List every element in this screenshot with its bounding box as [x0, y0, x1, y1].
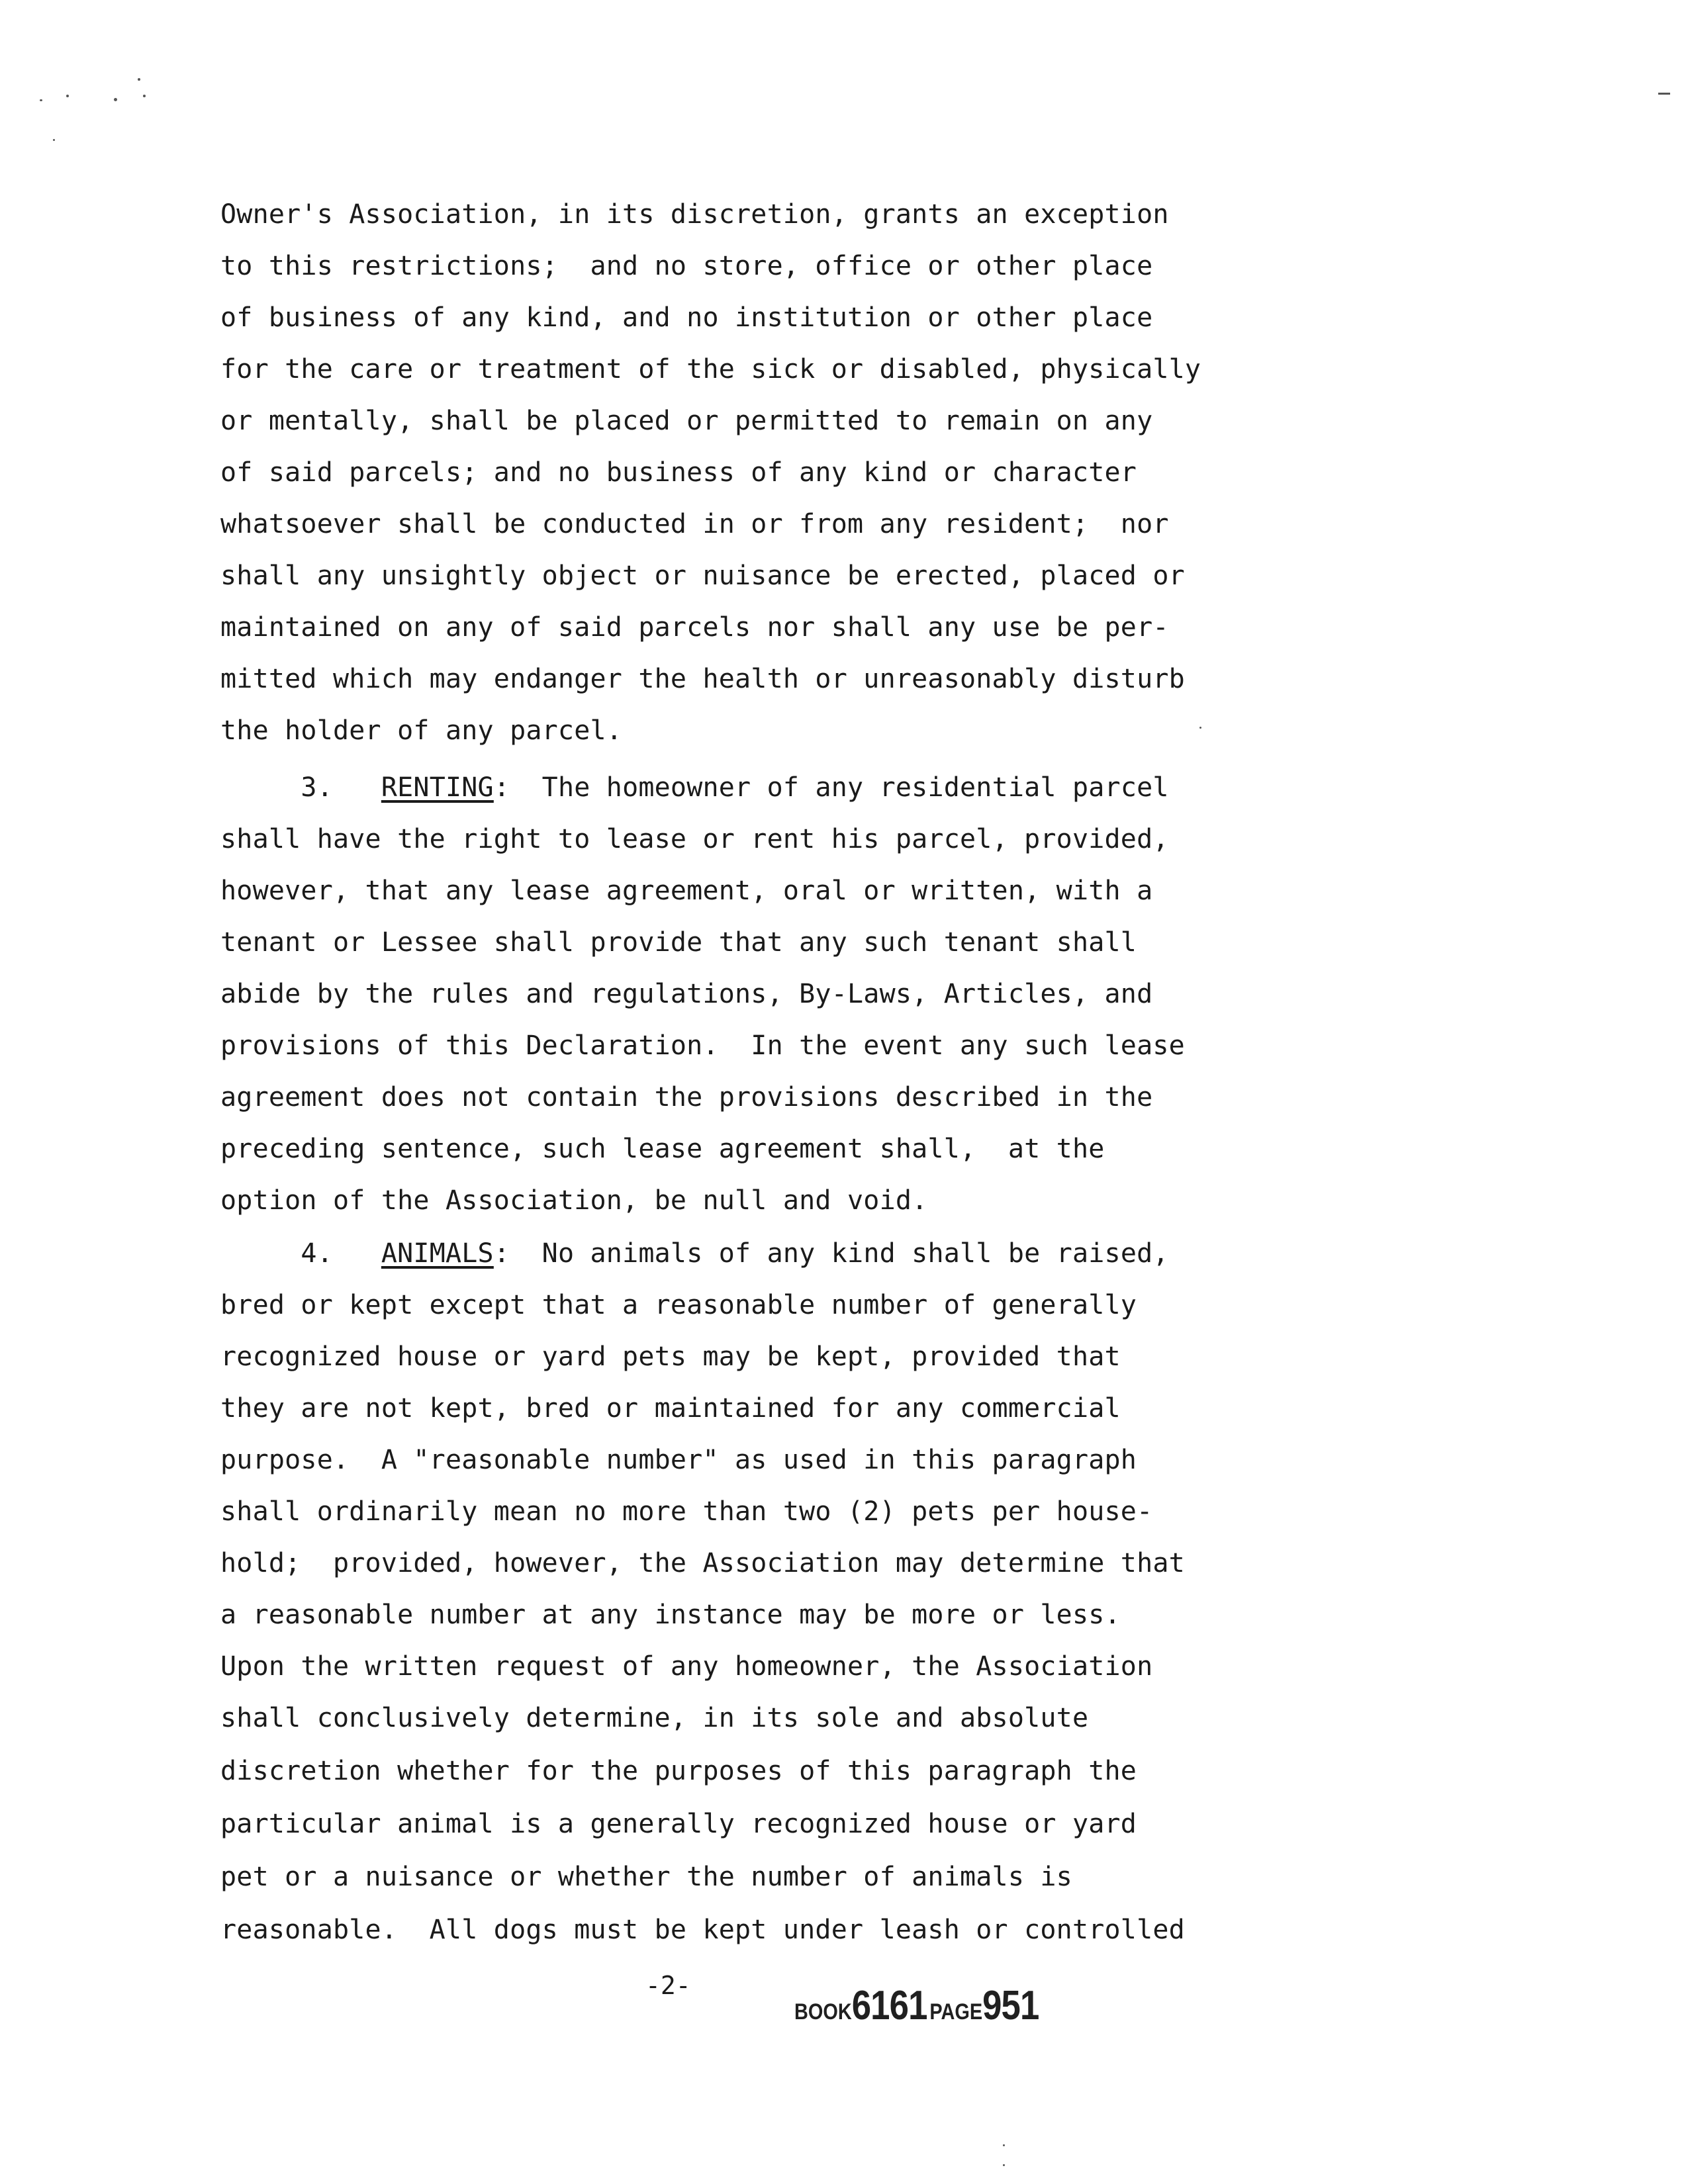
text-line-32: particular animal is a generally recognized house or yard — [220, 1809, 1137, 1839]
scan-speck — [40, 99, 42, 101]
text-line-25: purpose. A "reasonable number" as used in this paragraph — [220, 1445, 1137, 1475]
text-line-17: provisions of this Declaration. In the event any such lease — [220, 1030, 1185, 1061]
scan-speck — [1003, 2164, 1005, 2166]
stamp-book-label: BOOK — [794, 1999, 852, 2025]
section-number: 4. — [220, 1238, 333, 1269]
text-line-28: a reasonable number at any instance may be more or less. — [220, 1600, 1121, 1630]
section-number: 3. — [220, 772, 333, 803]
text-line-5: or mentally, shall be placed or permitted to remain on any — [220, 406, 1153, 436]
scan-speck — [138, 78, 140, 81]
stamp-book-number: 6161 — [851, 1983, 927, 2028]
text-line-1: Owner's Association, in its discretion, grants an exception — [220, 199, 1169, 230]
text-line-3: of business of any kind, and no institution or other place — [220, 302, 1153, 333]
text-line-10: mitted which may endanger the health or unreasonably disturb — [220, 664, 1185, 694]
text-line-6: of said parcels; and no business of any kind or character — [220, 457, 1137, 488]
renting-intro: : The homeowner of any residential parcel — [493, 772, 1169, 803]
text-line-23: recognized house or yard pets may be kept, provided that — [220, 1342, 1121, 1372]
scan-speck — [53, 139, 55, 141]
text-line-19: preceding sentence, such lease agreement shall, at the — [220, 1134, 1105, 1164]
scan-speck — [66, 95, 69, 97]
section-renting-first-line — [220, 770, 1169, 805]
text-line-24: they are not kept, bred or maintained for any commercial — [220, 1393, 1121, 1424]
text-line-29: Upon the written request of any homeowner, the Association — [220, 1651, 1153, 1682]
text-line-4: for the care or treatment of the sick or disabled, physically — [220, 354, 1201, 385]
scan-speck — [1658, 93, 1670, 95]
text-line-18: agreement does not contain the provisions described in the — [220, 1082, 1153, 1113]
text-line-8: shall any unsightly object or nuisance be erected, placed or — [220, 561, 1185, 591]
stamp-page-number: 951 — [982, 1983, 1039, 2028]
text-line-16: abide by the rules and regulations, By-Laws, Articles, and — [220, 979, 1153, 1009]
text-line-31: discretion whether for the purposes of this paragraph the — [220, 1756, 1137, 1786]
text-line-26: shall ordinarily mean no more than two (2) pets per house- — [220, 1496, 1153, 1527]
scan-speck — [1199, 727, 1201, 729]
renting-heading: RENTING — [381, 772, 494, 803]
section-animals-first-line — [220, 1236, 1169, 1271]
page-number: -2- — [645, 1971, 691, 2000]
text-line-14: however, that any lease agreement, oral or written, with a — [220, 876, 1153, 906]
text-line-27: hold; provided, however, the Association may determine that — [220, 1548, 1185, 1578]
text-line-33: pet or a nuisance or whether the number of animals is — [220, 1862, 1072, 1892]
text-line-9: maintained on any of said parcels nor shall any use be per- — [220, 612, 1169, 643]
stamp-page-label: PAGE — [929, 1999, 983, 2025]
text-line-13: shall have the right to lease or rent his parcel, provided, — [220, 824, 1169, 854]
text-line-15: tenant or Lessee shall provide that any such tenant shall — [220, 927, 1137, 958]
scan-speck — [1003, 2144, 1005, 2146]
animals-intro: : No animals of any kind shall be raised, — [493, 1238, 1169, 1269]
text-line-2: to this restrictions; and no store, office or other place — [220, 251, 1153, 281]
scan-speck — [143, 95, 146, 97]
text-line-7: whatsoever shall be conducted in or from any resident; nor — [220, 509, 1169, 539]
scan-speck — [114, 98, 117, 101]
text-line-20: option of the Association, be null and void. — [220, 1185, 928, 1216]
text-line-34: reasonable. All dogs must be kept under leash or controlled — [220, 1915, 1185, 1945]
text-line-30: shall conclusively determine, in its sole and absolute — [220, 1703, 1089, 1733]
text-line-22: bred or kept except that a reasonable number of generally — [220, 1290, 1137, 1320]
animals-heading: ANIMALS — [381, 1238, 494, 1269]
recording-stamp — [794, 1982, 1039, 2029]
text-line-11: the holder of any parcel. — [220, 715, 623, 746]
